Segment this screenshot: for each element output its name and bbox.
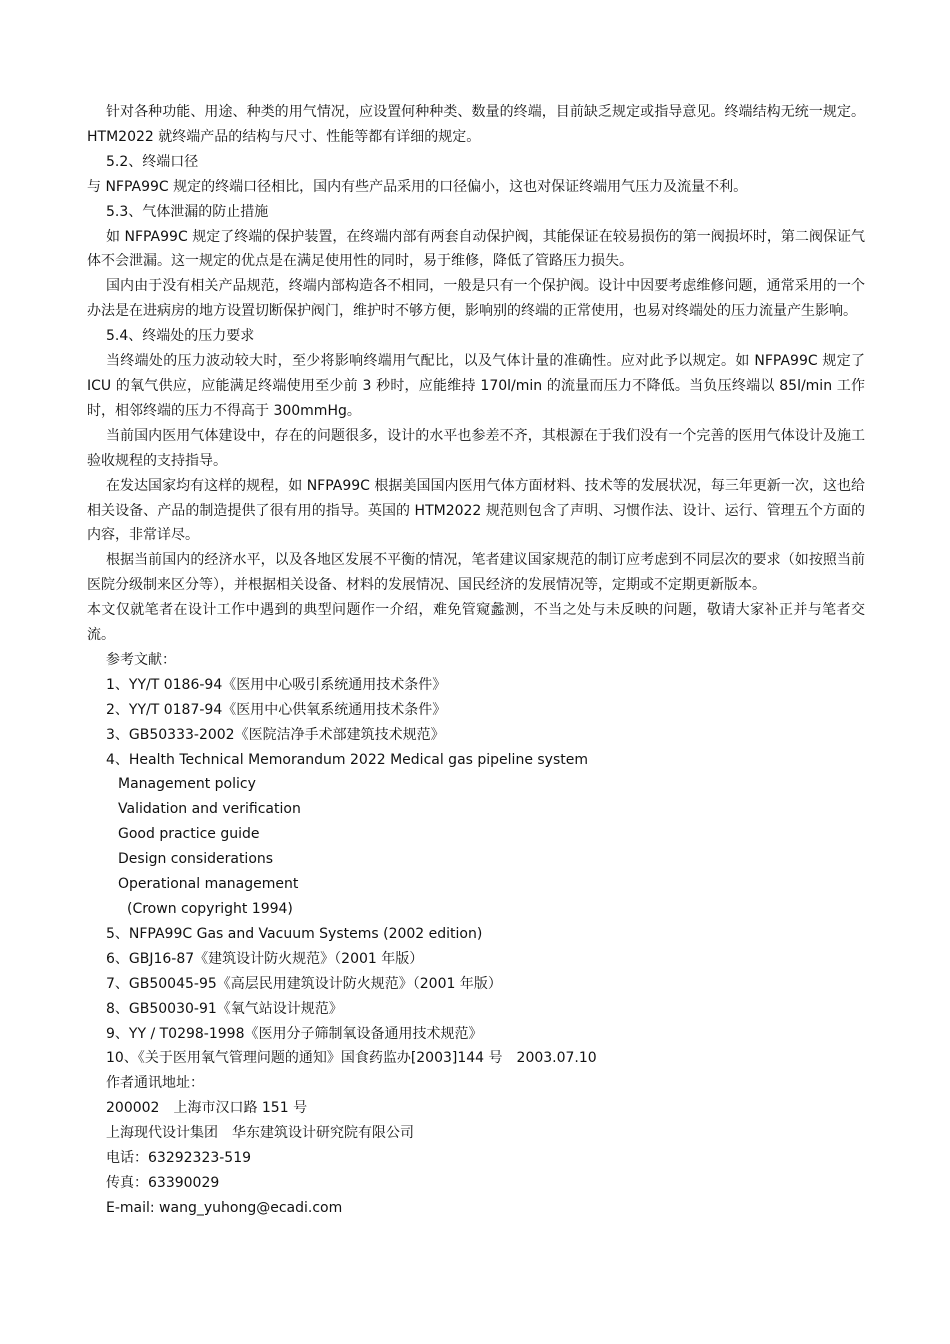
author-email[interactable]: E-mail: wang_yuhong@ecadi.com	[106, 1199, 343, 1216]
paragraph-domestic-terminals: 国内由于没有相关产品规范，终端内部构造各不相同，一般是只有一个保护阀。设计中因要考虑维修问题，通常采用的一个办法是在进病房的地方设置切断保护阀门，维护时不够方便，影响别的终端的正常使用，也易对终端处的压力流量产生影响。	[87, 278, 865, 320]
reference-item: 6、GBJ16-87《建筑设计防火规范》（2001 年版）	[106, 950, 424, 967]
reference-subitem: Operational management	[118, 876, 299, 893]
reference-subitem: Good practice guide	[118, 826, 260, 843]
reference-item: 1、YY/T 0186-94《医用中心吸引系统通用技术条件》	[106, 676, 447, 693]
heading-5-3: 5.3、气体泄漏的防止措施	[106, 203, 269, 220]
reference-item: 2、YY/T 0187-94《医用中心供氧系统通用技术条件》	[106, 701, 447, 718]
reference-item: 8、GB50030-91《氧气站设计规范》	[106, 1000, 343, 1017]
heading-5-4: 5.4、终端处的压力要求	[106, 328, 255, 345]
reference-subitem: Validation and verification	[118, 801, 301, 818]
author-organization: 上海现代设计集团 华东建筑设计研究院有限公司	[106, 1125, 414, 1142]
reference-item: 10、《关于医用氧气管理问题的通知》国食药监办[2003]144 号 2003.07.10	[106, 1050, 597, 1067]
paragraph-foreign-standards: 在发达国家均有这样的规程，如 NFPA99C 根据美国国内医用气体方面材料、技术等的发展状况，每三年更新一次，这也给相关设备、产品的制造提供了很有用的指导。英国的 HTM2022 规范则包含了声明、习惯作法、设计、运行、管理五个方面的内容，非常详尽。	[87, 477, 865, 544]
paragraph-terminal-diameter: 与 NFPA99C 规定的终端口径相比，国内有些产品采用的口径偏小，这也对保证终端用气压力及流量不利。	[87, 178, 748, 195]
paragraph-leak-prevention: 如 NFPA99C 规定了终端的保护装置，在终端内部有两套自动保护阀，其能保证在较易损伤的第一阀损坏时，第二阀保证气体不会泄漏。这一规定的优点是在满足使用性的同时，易于维修，降低了管路压力损失。	[87, 228, 865, 270]
reference-item: 9、YY / T0298-1998《医用分子筛制氧设备通用技术规范》	[106, 1025, 483, 1042]
heading-5-2: 5.2、终端口径	[106, 153, 199, 170]
reference-item: 4、Health Technical Memorandum 2022 Medical gas pipeline system	[106, 751, 588, 768]
author-address-heading: 作者通讯地址：	[106, 1075, 204, 1092]
reference-item: 5、NFPA99C Gas and Vacuum Systems (2002 edition)	[106, 925, 483, 942]
reference-subitem: Design considerations	[118, 851, 274, 868]
paragraph-current-problems: 当前国内医用气体建设中，存在的问题很多，设计的水平也参差不齐，其根源在于我们没有一个完善的医用气体设计及施工验收规程的支持指导。	[87, 427, 865, 469]
reference-copyright: (Crown copyright 1994)	[127, 901, 293, 917]
paragraph-suggestion: 根据当前国内的经济水平，以及各地区发展不平衡的情况，笔者建议国家规范的制订应考虑到不同层次的要求（如按照当前医院分级制来区分等），并根据相关设备、材料的发展情况、国民经济的发展情况等，定期或不定期更新版本。	[87, 552, 865, 594]
author-postal-address: 200002 上海市汉口路 151 号	[106, 1100, 308, 1117]
paragraph-pressure-requirements: 当终端处的压力波动较大时，至少将影响终端用气配比，以及气体计量的准确性。应对此予以规定。如 NFPA99C 规定了 ICU 的氧气供应，应能满足终端使用至少前 3 秒时，应能维持 170l/min 的流量而压力不降低。当负压终端以 85l/min 工作时，相邻终端的压力不得高于 300mmHg。	[87, 353, 865, 419]
author-phone: 电话：63292323-519	[106, 1150, 252, 1167]
document-page	[87, 100, 865, 1221]
reference-item: 3、GB50333-2002《医院洁净手术部建筑技术规范》	[106, 726, 445, 743]
references-heading: 参考文献：	[106, 651, 176, 668]
reference-subitem: Management policy	[118, 776, 256, 793]
paragraph-terminal-types: 针对各种功能、用途、种类的用气情况，应设置何种种类、数量的终端，目前缺乏规定或指导意见。终端结构无统一规定。HTM2022 就终端产品的结构与尺寸、性能等都有详细的规定。	[87, 104, 865, 145]
reference-item: 7、GB50045-95《高层民用建筑设计防火规范》（2001 年版）	[106, 975, 502, 992]
paragraph-conclusion: 本文仅就笔者在设计工作中遇到的典型问题作一介绍，难免管窥蠡测，不当之处与未反映的问题，敬请大家补正并与笔者交流。	[87, 602, 865, 644]
author-fax: 传真：63390029	[106, 1174, 220, 1191]
